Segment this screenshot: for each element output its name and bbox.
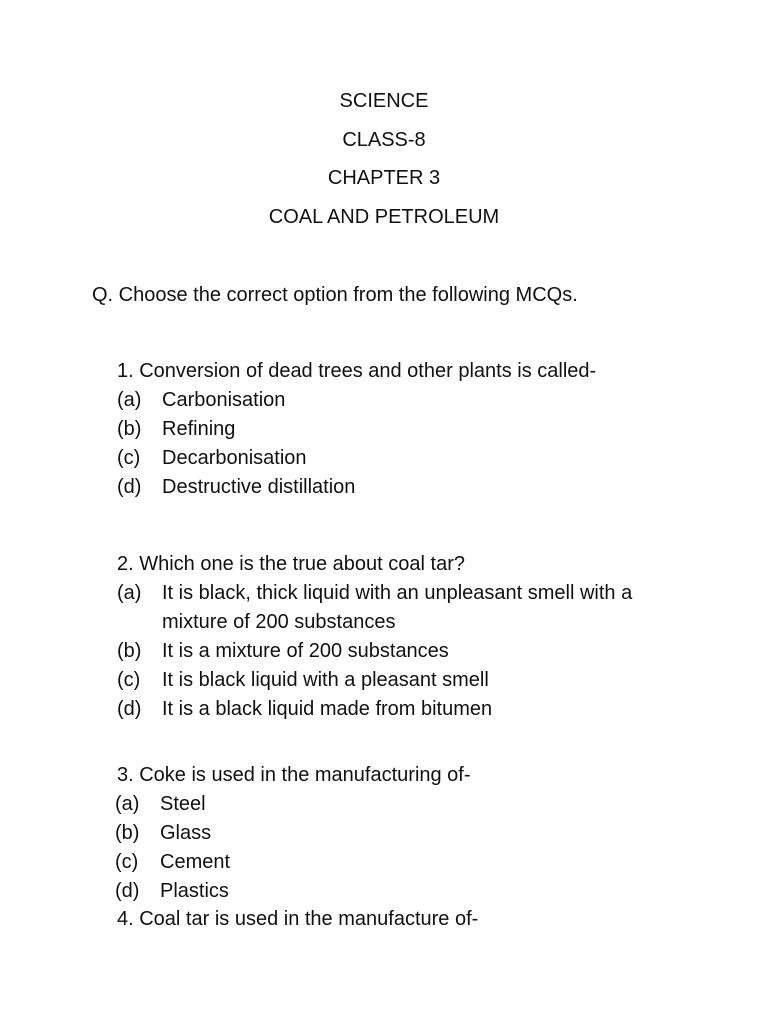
option-text: It is a black liquid made from bitumen (162, 698, 493, 720)
option-text: It is black liquid with a pleasant smell (162, 669, 489, 691)
option-text: Refining (162, 418, 236, 440)
question-1-text: 1. Conversion of dead trees and other plants is called- (117, 360, 597, 382)
question-4-text: 4. Coal tar is used in the manufacture of- (117, 908, 479, 930)
option-label: (a) (117, 582, 142, 604)
question-2-option-a-continuation: mixture of 200 substances (162, 611, 396, 633)
option-text: It is a mixture of 200 substances (162, 640, 449, 662)
option-label: (b) (117, 418, 142, 440)
question-2-text: 2. Which one is the true about coal tar? (117, 553, 465, 575)
option-text: Plastics (160, 880, 229, 902)
option-label: (c) (117, 447, 141, 469)
option-text: Carbonisation (162, 389, 286, 411)
option-text: Destructive distillation (162, 476, 356, 498)
class-heading: CLASS-8 (342, 129, 426, 151)
option-text: It is black, thick liquid with an unpleasant smell with a (162, 582, 633, 604)
subject-heading: SCIENCE (339, 90, 429, 112)
title-heading: COAL AND PETROLEUM (268, 206, 500, 228)
option-label: (d) (115, 880, 140, 902)
option-label: (d) (117, 476, 142, 498)
option-label: (c) (117, 669, 141, 691)
instruction-text: Q. Choose the correct option from the following MCQs. (92, 284, 578, 306)
option-label: (b) (115, 822, 140, 844)
option-label: (a) (115, 793, 140, 815)
chapter-heading: CHAPTER 3 (327, 167, 441, 189)
option-text: Glass (160, 822, 212, 844)
option-label: (a) (117, 389, 142, 411)
option-label: (c) (115, 851, 139, 873)
question-3-text: 3. Coke is used in the manufacturing of- (117, 764, 471, 786)
option-label: (b) (117, 640, 142, 662)
option-text: Cement (160, 851, 231, 873)
option-text: Steel (160, 793, 206, 815)
option-label: (d) (117, 698, 142, 720)
option-text: Decarbonisation (162, 447, 307, 469)
